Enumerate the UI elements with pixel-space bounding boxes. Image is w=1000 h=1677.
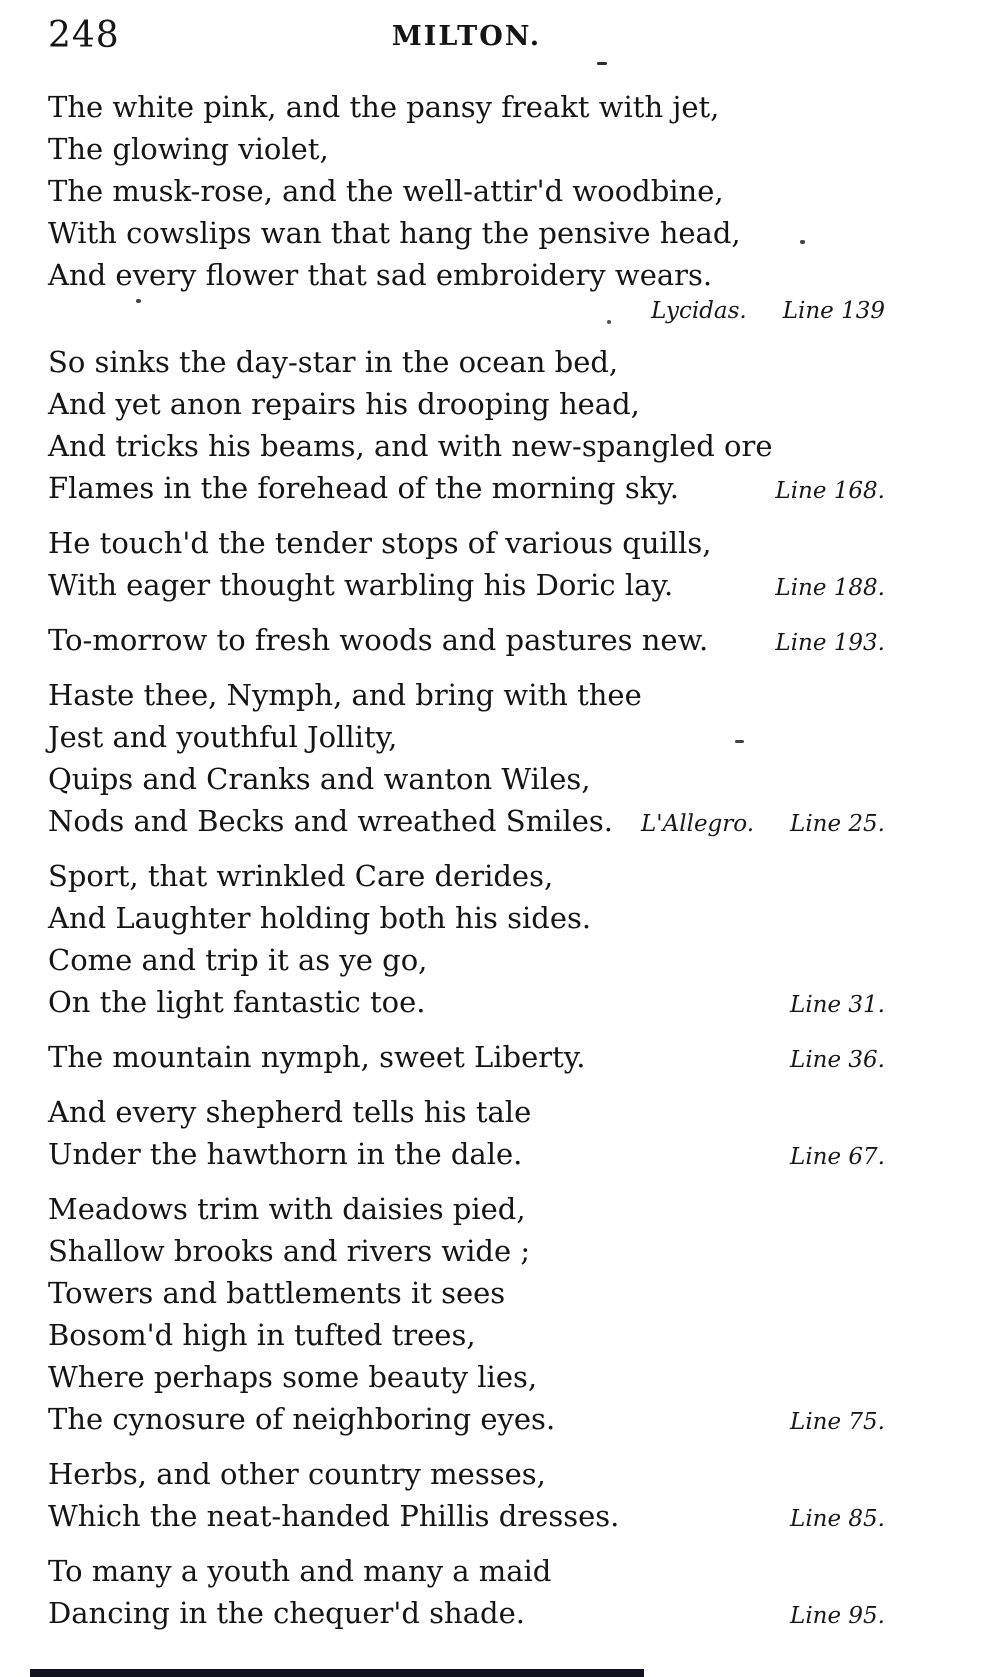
attribution (790, 1144, 885, 1170)
verse-row (48, 1495, 885, 1537)
verse-line: The cynosure of neighboring eyes. (48, 1402, 556, 1436)
verse-line: To-morrow to fresh woods and pastures new. (48, 623, 709, 657)
verse-line: Where perhaps some beauty lies, (48, 1360, 538, 1394)
attribution (641, 811, 885, 837)
verse-line: Jest and youthful Jollity, (48, 720, 398, 754)
verse-row (48, 981, 885, 1023)
scan-speck (597, 62, 607, 65)
attribution-line-ref: Line 188. (775, 575, 885, 601)
attribution (790, 992, 885, 1018)
attribution-line-ref: Line 85. (790, 1506, 885, 1532)
verse-row (48, 1133, 885, 1175)
verse-line: The mountain nymph, sweet Liberty. (48, 1040, 586, 1074)
attribution-line-ref: Line 25. (790, 811, 885, 837)
verse-line: So sinks the day-star in the ocean bed, (48, 345, 619, 379)
quote-block (48, 1036, 885, 1078)
attribution-line-ref: Line 31. (790, 992, 885, 1018)
verse-row (48, 800, 885, 842)
verse-line: Under the hawthorn in the dale. (48, 1137, 523, 1171)
quote-block (48, 522, 885, 606)
verse-line: To many a youth and many a maid (48, 1554, 552, 1588)
verse-line: With eager thought warbling his Doric lay. (48, 568, 674, 602)
verse-line: And every flower that sad embroidery wears. (48, 258, 713, 292)
quote-block (48, 1550, 885, 1634)
verse-line: Sport, that wrinkled Care derides, (48, 859, 554, 893)
quote-block (48, 1091, 885, 1175)
attribution-source: L'Allegro. (641, 811, 755, 837)
verse-row (48, 619, 885, 661)
attribution-source: Lycidas. (651, 298, 747, 324)
scan-speck (607, 320, 611, 324)
verse-line: Dancing in the chequer'd shade. (48, 1596, 525, 1630)
attribution-line-ref: Line 168. (775, 478, 885, 504)
verse-line: Come and trip it as ye go, (48, 943, 428, 977)
verse-line: Bosom'd high in tufted trees, (48, 1318, 476, 1352)
attribution (775, 575, 885, 601)
verse-line: Nods and Becks and wreathed Smiles. (48, 804, 613, 838)
page-number: 248 (48, 15, 120, 56)
quote-block (48, 674, 885, 842)
verse-line: And tricks his beams, and with new-spangled ore (48, 429, 773, 463)
scan-edge-bar (30, 1669, 644, 1677)
quote-block (48, 619, 885, 661)
verse-line: Herbs, and other country messes, (48, 1457, 546, 1491)
attribution-line-ref: Line 95. (790, 1603, 885, 1629)
verse-line: The musk-rose, and the well-attir'd woodbine, (48, 174, 724, 208)
verse-line: He touch'd the tender stops of various quills, (48, 526, 712, 560)
attribution-line-ref: Line 193. (775, 630, 885, 656)
running-header: MILTON. (391, 21, 542, 52)
attribution (790, 1506, 885, 1532)
verse-line: And every shepherd tells his tale (48, 1095, 532, 1129)
quote-block (48, 1453, 885, 1537)
scan-speck (136, 299, 141, 303)
attribution (775, 478, 885, 504)
scan-speck (735, 740, 744, 743)
attribution-line-ref: Line 67. (790, 1144, 885, 1170)
verse-line: With cowslips wan that hang the pensive head, (48, 216, 741, 250)
verse-row (48, 1398, 885, 1440)
verse-line: And yet anon repairs his drooping head, (48, 387, 640, 421)
verse-line: Flames in the forehead of the morning sky. (48, 471, 680, 505)
attribution-line-ref: Line 36. (790, 1047, 885, 1073)
quote-block (48, 1188, 885, 1440)
attribution (790, 1047, 885, 1073)
quote-block (48, 86, 885, 328)
verse-row (48, 467, 885, 509)
attribution (651, 294, 885, 328)
attribution-line-ref: Line 75. (790, 1409, 885, 1435)
verse-line: Shallow brooks and rivers wide ; (48, 1234, 531, 1268)
attribution (790, 1603, 885, 1629)
verse-line: The white pink, and the pansy freakt with jet, (48, 90, 720, 124)
verse-row (48, 1036, 885, 1078)
verse-line: The glowing violet, (48, 132, 329, 166)
quote-block (48, 855, 885, 1023)
quote-block (48, 341, 885, 509)
quotes-container (48, 86, 885, 1634)
verse-row (48, 1592, 885, 1634)
page-header-row (48, 14, 885, 62)
attribution-row (48, 294, 885, 328)
verse-line: Meadows trim with daisies pied, (48, 1192, 526, 1226)
verse-line: Haste thee, Nymph, and bring with thee (48, 678, 642, 712)
verse-line: Which the neat-handed Phillis dresses. (48, 1499, 620, 1533)
attribution-line-ref: Line 139 (782, 298, 885, 324)
verse-line: Towers and battlements it sees (48, 1276, 506, 1310)
verse-line: And Laughter holding both his sides. (48, 901, 592, 935)
attribution (775, 630, 885, 656)
verse-row (48, 564, 885, 606)
attribution (790, 1409, 885, 1435)
verse-line: Quips and Cranks and wanton Wiles, (48, 762, 591, 796)
scan-speck (800, 240, 805, 244)
verse-line: On the light fantastic toe. (48, 985, 426, 1019)
